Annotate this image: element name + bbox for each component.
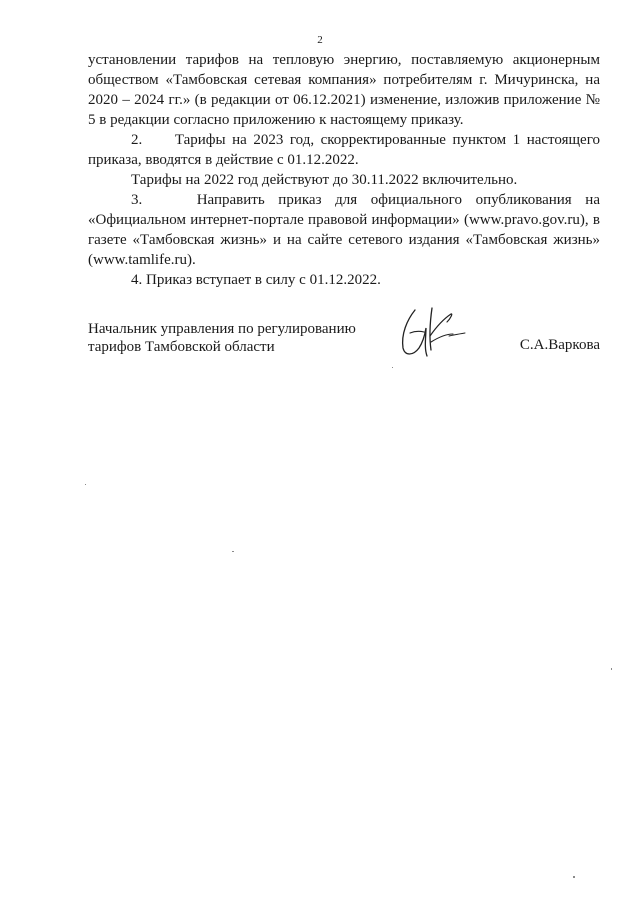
scan-speck	[573, 876, 575, 878]
scan-speck	[85, 484, 86, 485]
paragraph-item-4: 4. Приказ вступает в силу с 01.12.2022.	[131, 272, 381, 288]
signer-title-line-1: Начальник управления по регулированию	[88, 321, 356, 337]
handwritten-signature	[393, 304, 468, 364]
signer-title-line-2: тарифов Тамбовской области	[88, 339, 275, 355]
page-number: 2	[317, 34, 323, 46]
scan-speck	[611, 668, 612, 670]
signer-title	[88, 320, 356, 356]
paragraph-item-3: 3. Направить приказ для официального опубликования на «Официальном интернет-портале правовой информации» (www.pravo.gov.ru), в газете «Тамбовская жизнь» и на сайте сетевого издания «Тамбовская жизнь» (www.tamlife.ru).	[88, 192, 600, 268]
paragraph-tariffs-2022: Тарифы на 2022 год действуют до 30.11.2022 включительно.	[131, 172, 518, 188]
signer-name: С.А.Варкова	[519, 337, 600, 353]
paragraph-1-continuation: установлении тарифов на тепловую энергию, поставляемую акционерным обществом «Тамбовская сетевая компания» потребителям г. Мичуринска, на 2020 – 2024 гг.» (в редакции от 06.12.2021) изменение, изложив приложение № 5 в редакции согласно приложению к настоящему приказу.	[88, 52, 600, 128]
document-body	[88, 50, 600, 290]
paragraph-item-2: 2. Тарифы на 2023 год, скорректированные пунктом 1 настоящего приказа, вводятся в действие с 01.12.2022.	[88, 132, 600, 168]
signature-block	[88, 318, 600, 378]
scan-speck	[392, 367, 393, 368]
scan-speck	[232, 551, 234, 552]
